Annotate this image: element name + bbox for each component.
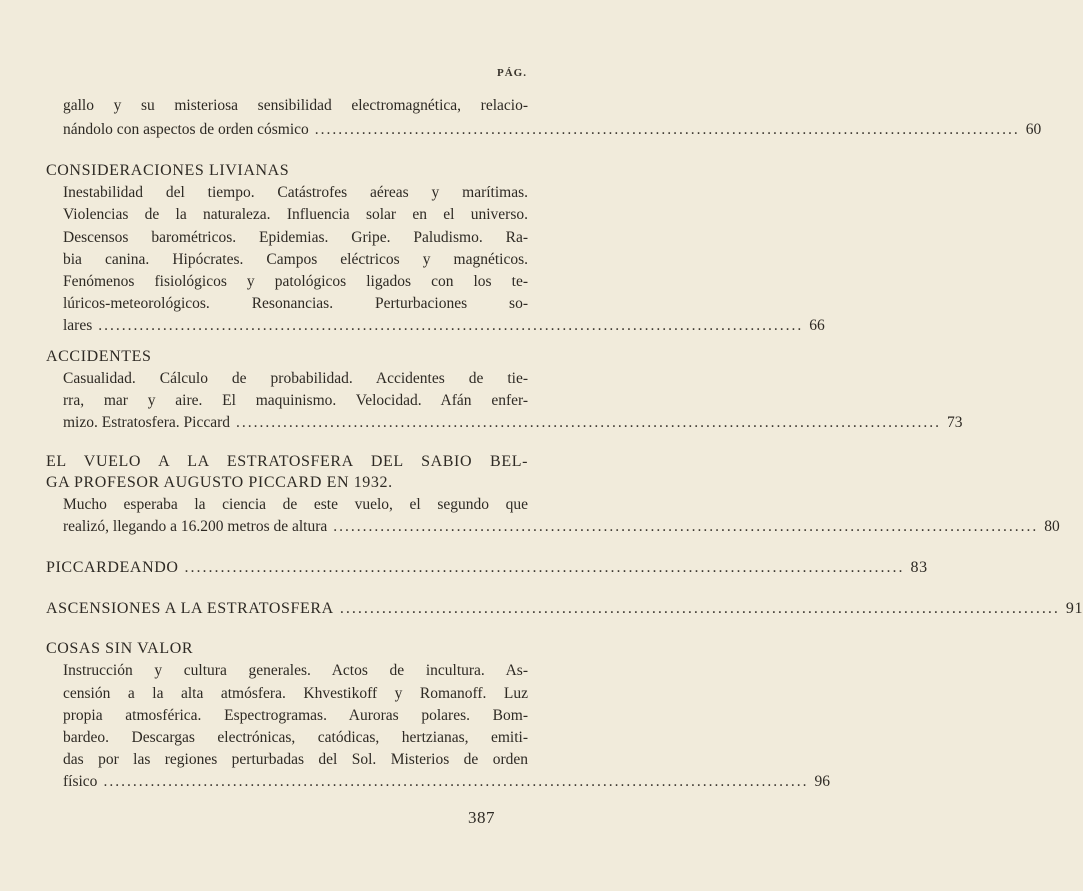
page-number: 96 [814, 773, 830, 790]
toc-entry-text: lares [63, 317, 93, 334]
section-title-line: GA PROFESOR AUGUSTO PICCARD EN 1932. [46, 474, 393, 491]
toc-description-line: Mucho esperaba la ciencia de este vuelo, el segundo que [63, 496, 528, 513]
toc-description-line: censión a la alta atmósfera. Khvestikoff y Romanoff. Luz [63, 685, 528, 702]
toc-entry-final-line [63, 413, 963, 433]
toc-entry-final-line [63, 120, 1042, 140]
section-title-line: EL VUELO A LA ESTRATOSFERA DEL SABIO BEL- [46, 453, 528, 470]
toc-description-line: lúricos-meteorológicos. Resonancias. Perturbaciones so- [63, 295, 528, 312]
page-number: 73 [947, 414, 963, 431]
toc-description-line: Descensos barométricos. Epidemias. Gripe. Paludismo. Ra- [63, 229, 528, 246]
toc-entry-line [46, 558, 928, 578]
toc-entry-text: físico [63, 773, 98, 790]
toc-description-line: das por las regiones perturbadas del Sol. Misterios de orden [63, 751, 528, 768]
toc-entry-final-line [63, 316, 825, 336]
toc-description-line: Inestabilidad del tiempo. Catástrofes aéreas y marítimas. [63, 184, 528, 201]
leader-dots: ........................................................................................................................ [314, 121, 1020, 138]
toc-description-line: bardeo. Descargas electrónicas, catódicas, hertzianas, emiti- [63, 729, 528, 746]
leader-dots: ........................................................................................................................ [339, 600, 1060, 617]
page-column-label: PÁG. [497, 67, 527, 79]
page-number: 83 [910, 559, 928, 576]
toc-entry-text: realizó, llegando a 16.200 metros de altura [63, 518, 328, 535]
toc-description-line: propia atmosférica. Espectrogramas. Auroras polares. Bom- [63, 707, 528, 724]
toc-description-line: rra, mar y aire. El maquinismo. Velocidad. Afán enfer- [63, 392, 528, 409]
toc-entry-text: mizo. Estratosfera. Piccard [63, 414, 230, 431]
toc-entry-text: nándolo con aspectos de orden cósmico [63, 121, 309, 138]
toc-entry-line [46, 599, 1083, 619]
toc-description-line: Casualidad. Cálculo de probabilidad. Accidentes de tie- [63, 370, 528, 387]
toc-entry-final-line [63, 517, 1060, 537]
toc-description-line: gallo y su misteriosa sensibilidad electromagnética, relacio- [63, 97, 528, 114]
page-number: 91 [1065, 600, 1083, 617]
page-number: 60 [1025, 121, 1042, 138]
section-title: CONSIDERACIONES LIVIANAS [46, 162, 290, 179]
section-title: PICCARDEANDO [46, 559, 179, 576]
leader-dots: ........................................................................................................................ [103, 773, 809, 790]
toc-entry-final-line [63, 772, 830, 792]
leader-dots: ........................................................................................................................ [236, 414, 941, 431]
folio-page-number: 387 [468, 808, 495, 827]
leader-dots: ........................................................................................................................ [333, 518, 1039, 535]
toc-description-line: Instrucción y cultura generales. Actos de incultura. As- [63, 662, 528, 679]
page-number: 66 [809, 317, 825, 334]
section-title: ASCENSIONES A LA ESTRATOSFERA [46, 600, 334, 617]
toc-description-line: Fenómenos fisiológicos y patológicos ligados con los te- [63, 273, 528, 290]
toc-description-line: Violencias de la naturaleza. Influencia solar en el universo. [63, 206, 528, 223]
leader-dots: ........................................................................................................................ [98, 317, 804, 334]
section-title: COSAS SIN VALOR [46, 640, 194, 657]
toc-description-line: bia canina. Hipócrates. Campos eléctricos y magnéticos. [63, 251, 528, 268]
page-number: 80 [1044, 518, 1060, 535]
section-title: ACCIDENTES [46, 348, 152, 365]
leader-dots: ........................................................................................................................ [184, 559, 905, 576]
